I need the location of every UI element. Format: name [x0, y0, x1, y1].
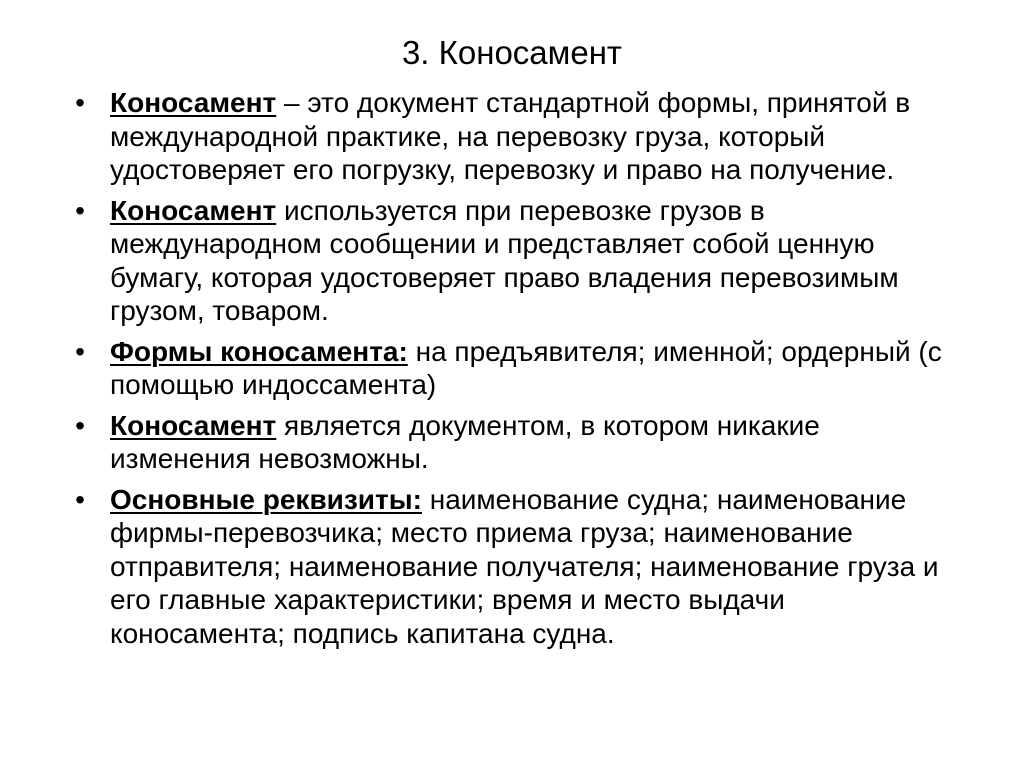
bullet-term: Основные реквизиты:: [110, 483, 422, 515]
bullet-item-definition: [75, 86, 960, 187]
bullet-marker: •: [75, 87, 85, 118]
bullet-term: Коносамент: [110, 409, 277, 441]
bullet-text: на предъявителя; именной; ордерный (с помощью индоссамента): [110, 335, 942, 400]
bullet-marker: •: [75, 483, 85, 515]
bullet-item-requisites: [75, 483, 960, 651]
bullet-marker: •: [75, 335, 85, 367]
bullet-text: является документом, в котором никакие изменения невозможны.: [110, 409, 820, 474]
bullet-item-usage: [75, 194, 960, 328]
bullet-marker: •: [75, 409, 85, 441]
bullet-item-immutability: [75, 409, 960, 476]
bullet-text: – это документ стандартной формы, принятой в международной практике, на перевозку груза, который удостоверяет его погрузку, перевозку и право на получение.: [110, 87, 911, 185]
bullet-term: Коносамент: [110, 194, 277, 226]
bullet-item-forms: [75, 335, 960, 402]
bullet-text: наименование судна; наименование фирмы-перевозчика; место приема груза; наименование отправителя; наименование получателя; наименование груза и его главные характеристики; время и место выдачи коносамента; подпись капитана судна.: [110, 483, 939, 649]
slide-title: 3. Коносамент: [401, 34, 623, 71]
bullet-marker: •: [75, 194, 85, 226]
bullet-term: Коносамент: [110, 87, 277, 118]
bullet-text: используется при перевозке грузов в международном сообщении и представляет собой ценную бумагу, которая удостоверяет право владения перевозимым грузом, товаром.: [110, 194, 899, 326]
bullet-term: Формы коносамента:: [110, 335, 408, 367]
bullet-list: [75, 86, 960, 657]
